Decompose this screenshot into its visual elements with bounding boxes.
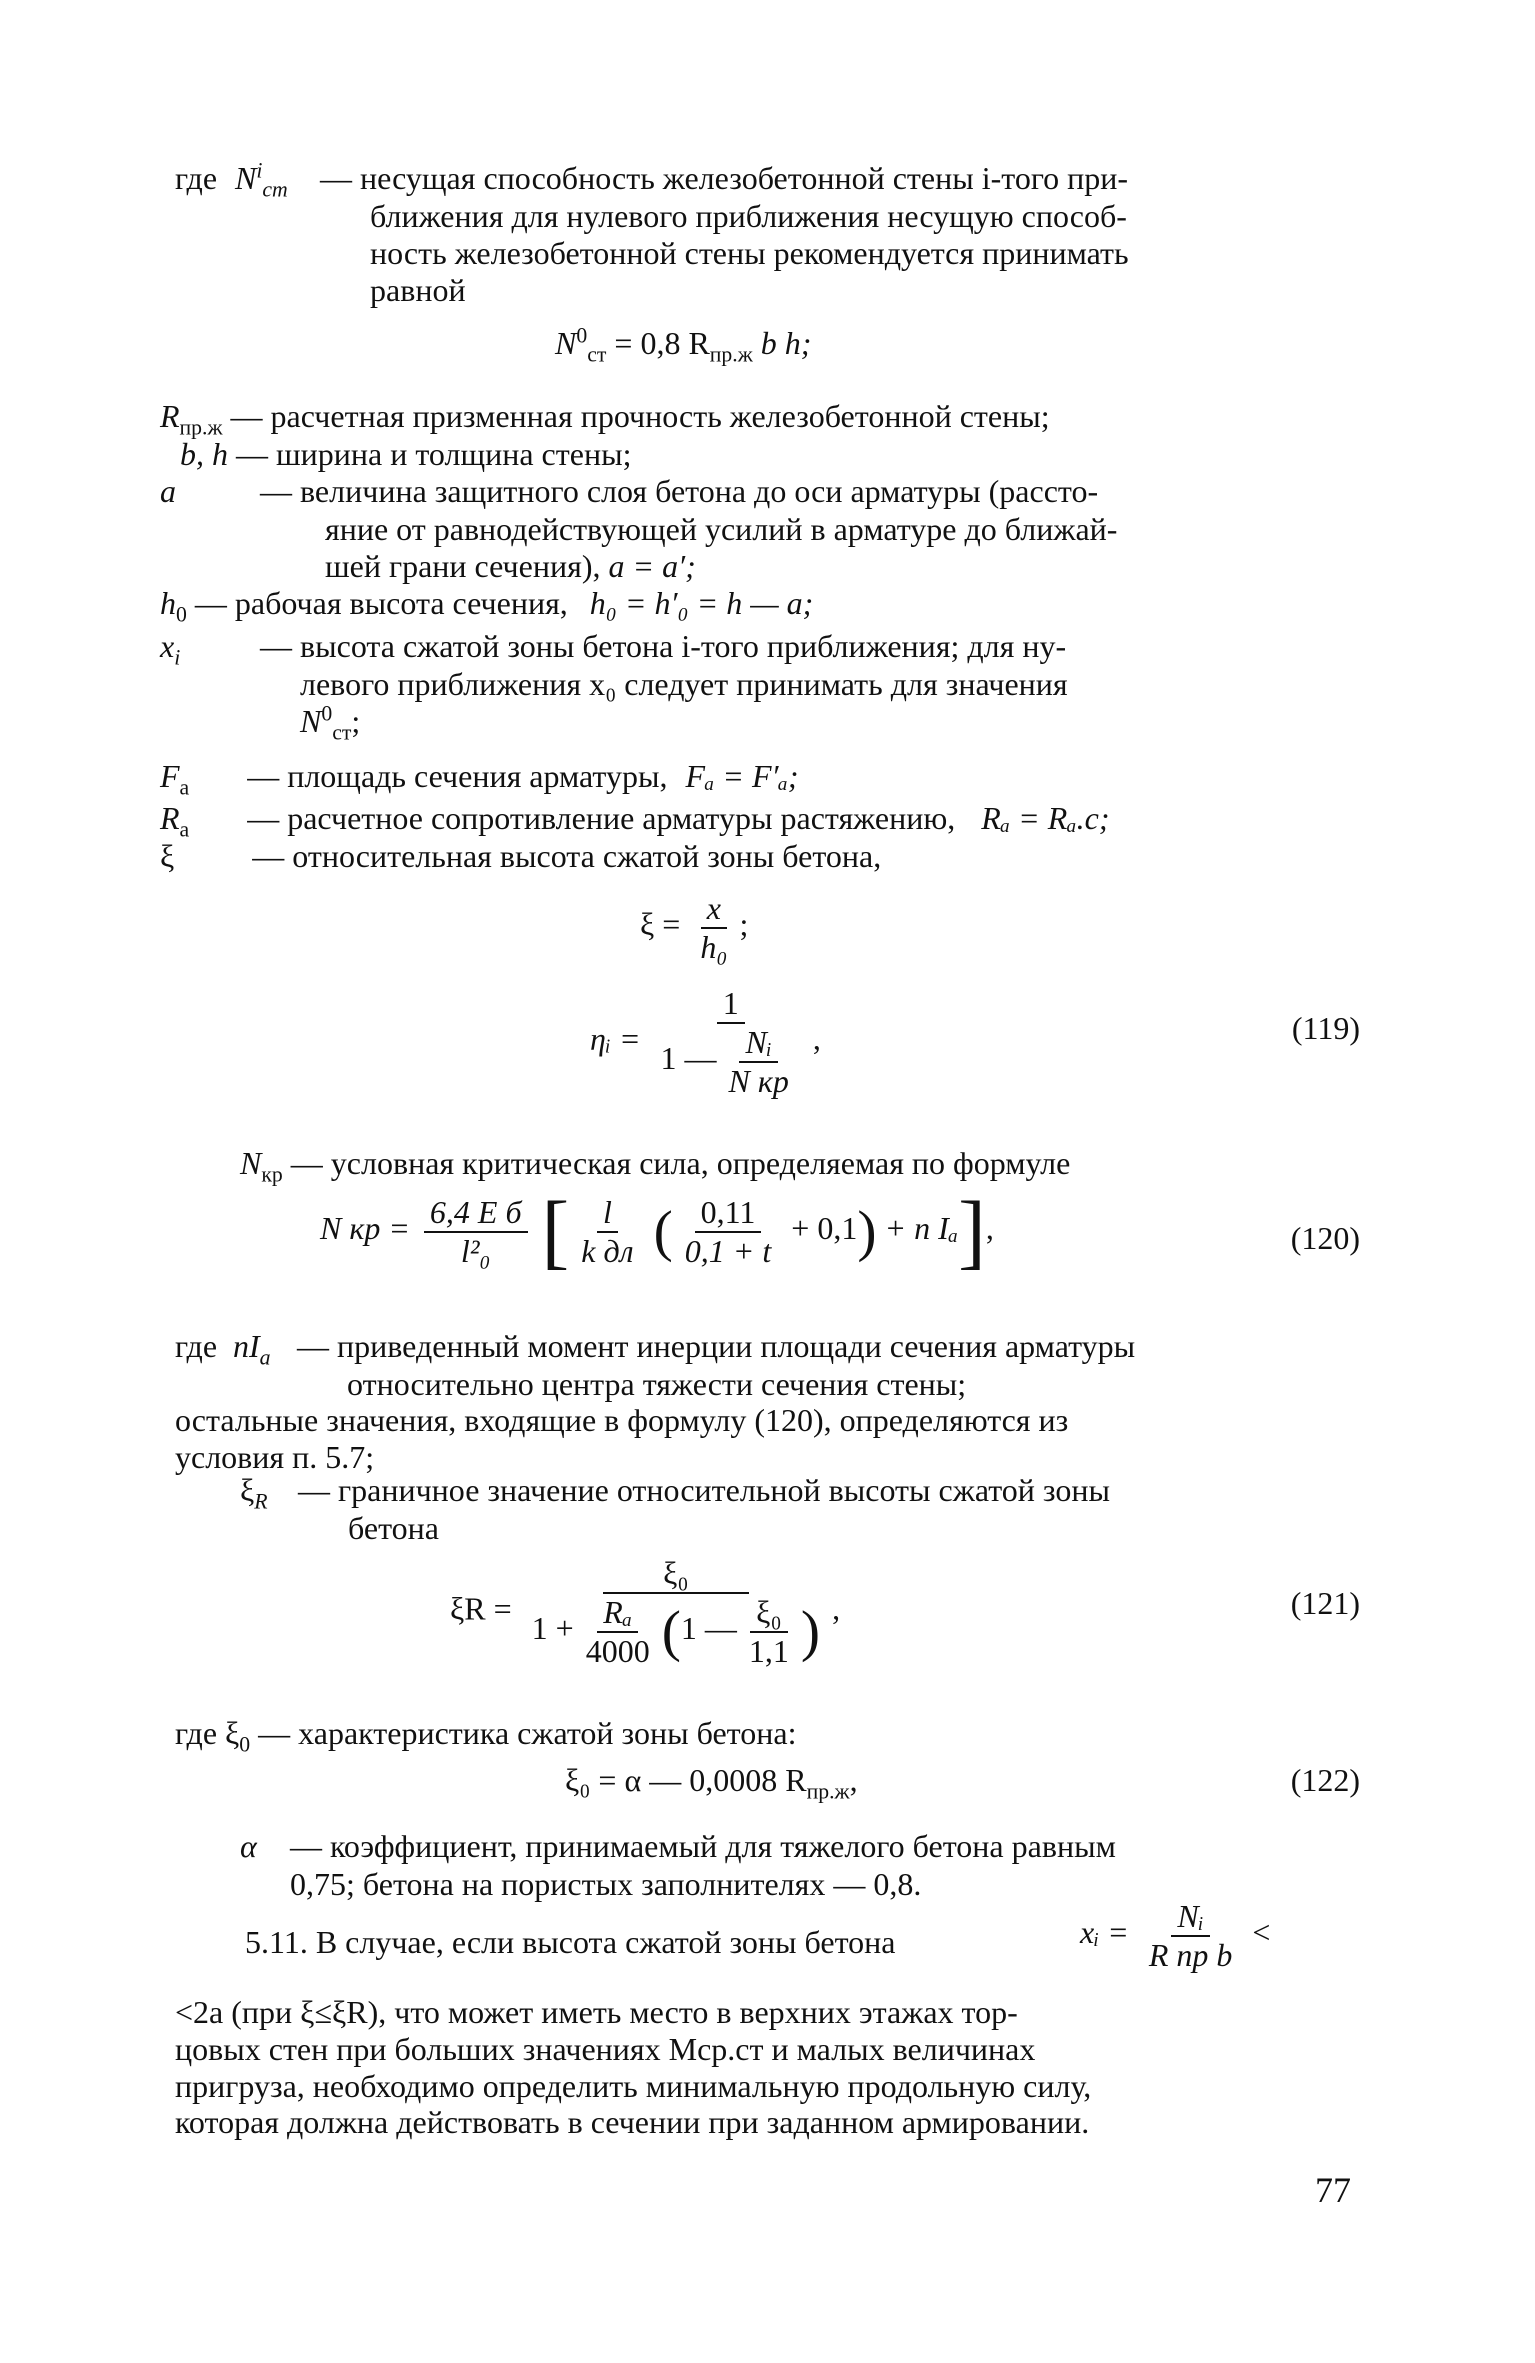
- equation-number: (120): [1290, 1220, 1360, 1256]
- def-text: — несущая способность железобетонной стены i-того при-: [320, 160, 1129, 196]
- def-text: ближения для нулевого приближения несущую способ-: [370, 198, 1127, 234]
- equation-number: (119): [1291, 1010, 1360, 1046]
- def-n-st: [175, 160, 1360, 308]
- paragraph-5-11: 5.11. В случае, если высота сжатой зоны бетона xᵢ = $\frac{\text{Nᵢ}}{\text{R пр b}}$ < <2a (при ξ≤ξR), что может иметь место в верхних этажах тор- цовых стен при больших значениях Mср.ст и малых величинах пригруза, необходимо определить минимальную продольную силу, которая должна действовать в сечении при заданном армировании.: [175, 1898, 1271, 2141]
- def-other: остальные значения, входящие в формулу (120), определяются из условия п. 5.7;: [175, 1402, 1069, 1475]
- equation-number: (122): [1290, 1762, 1360, 1798]
- def-bh: b, h — ширина и толщина стены;: [180, 436, 632, 472]
- def-n-kr: $N_{кр}$ — условная критическая сила, определяемая по формуле: [240, 1145, 1071, 1187]
- formula-n-kr: N кр = $\frac{\text{6,4 E б}}{\text{l²₀}}$ [ $\frac{l}{\text{k дл}}$ ( $\frac{0,11}{0,1 + t}$ + 0,1) + n Iₐ], (120): [320, 1185, 1360, 1277]
- def-text: ность железобетонной стены рекомендуется принимать: [370, 234, 1129, 271]
- def-xi: $x_i$ — высота сжатой зоны бетона i-того приближения; для ну- левого приближения x₀ следует принимать для значения $N^0_{ст}$;: [160, 628, 1068, 745]
- formula-xi: ξ = $\frac{x}{\text{h₀}}$ ;: [640, 890, 749, 965]
- formula-xi0: ξ₀ = α — 0,0008 $R_{пр.ж}$, (122): [565, 1762, 1360, 1804]
- def-ra: $R_а$ — расчетное сопротивление арматуры растяжению, Rₐ = Rₐ.с;: [160, 800, 1110, 842]
- def-alpha: α — коэффициент, принимаемый для тяжелого бетона равным 0,75; бетона на пористых заполнителях — 0,8.: [240, 1828, 1116, 1902]
- def-symbol: $N^i_{ст}$: [235, 158, 288, 202]
- formula-eta: ηᵢ = 1 1 — $\frac{\text{Nᵢ}}{\text{N кр}}$ , (119): [590, 985, 1360, 1099]
- def-xi-rel: ξ — относительная высота сжатой зоны бетона,: [160, 838, 882, 874]
- def-h0: $h_0$ — рабочая высота сечения, h₀ = h′₀ = h — a;: [160, 585, 814, 627]
- def-xi0: где $\xi_0$ — характеристика сжатой зоны бетона:: [175, 1715, 797, 1757]
- def-r-pr: $R_{пр.ж}$ — расчетная призменная прочность железобетонной стены;: [160, 398, 1050, 440]
- equation-number: (121): [1290, 1585, 1360, 1621]
- def-fa: $F_а$ — площадь сечения арматуры, Fₐ = F′ₐ;: [160, 758, 799, 800]
- def-text: равной: [370, 271, 466, 308]
- def-nia: где $nI_а$ — приведенный момент инерции площади сечения арматуры относительно центра тяжести сечения стены;: [175, 1328, 1136, 1402]
- def-a: a — величина защитного слоя бетона до оси арматуры (рассто- яние от равнодействующей усилий в арматуре до ближай- шей грани сечения), a = a′;: [160, 473, 1118, 584]
- page-number: 77: [1315, 2170, 1351, 2210]
- def-lead: где: [175, 160, 218, 196]
- formula-xi-r: ξR = ξ₀ 1 + $\frac{\text{Rₐ}}{4000}$ (1 — $\frac{\text{ξ₀}}{1,1}$ ) , (121): [450, 1555, 1360, 1669]
- def-xi-r: $\xi_R$ — граничное значение относительной высоты сжатой зоны бетона: [240, 1472, 1110, 1546]
- formula-n0: $N^0_{ст} = 0,8$ $R_{пр.ж}$ b h;: [555, 323, 812, 367]
